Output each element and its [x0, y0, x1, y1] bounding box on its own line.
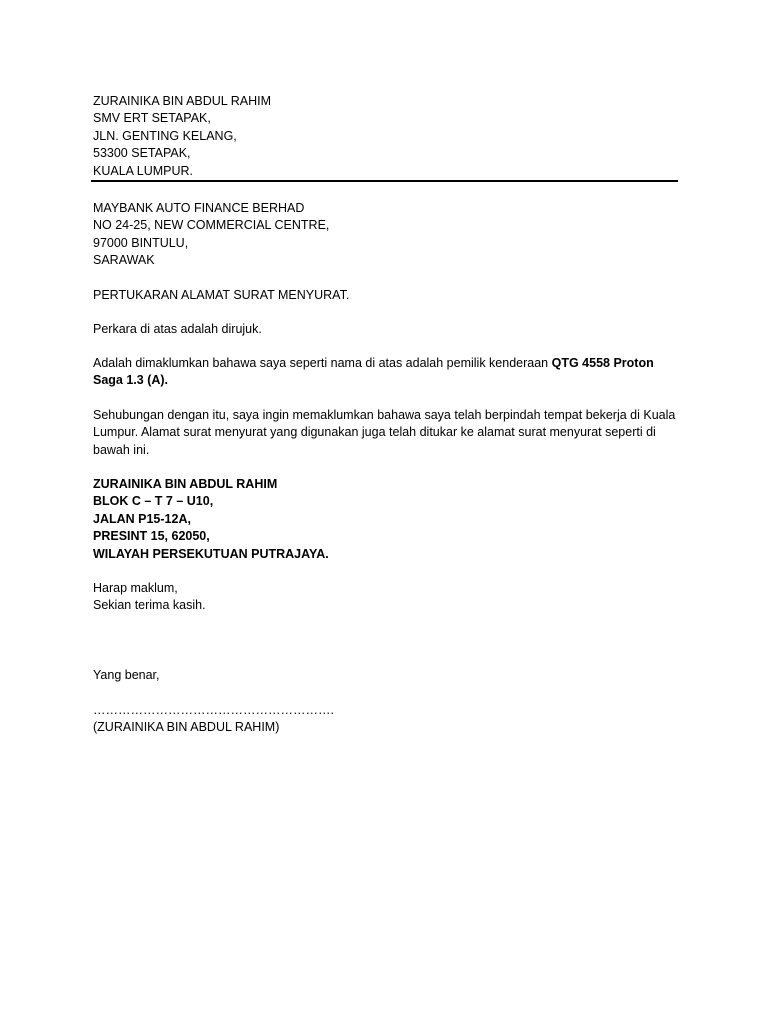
paragraph-relocation — [93, 407, 683, 459]
sender-address — [93, 93, 683, 180]
paragraph-text: Sehubungan dengan itu, saya ingin memaklumkan bahawa saya telah berpindah tempat bekerja di Kuala Lumpur. Alamat surat menyurat yang digunakan juga telah ditukar ke alamat surat menyurat seperti di bawah ini. — [93, 408, 676, 457]
subject-text: PERTUKARAN ALAMAT SURAT MENYURAT. — [93, 288, 350, 302]
new-address-line: WILAYAH PERSEKUTUAN PUTRAJAYA. — [93, 546, 329, 561]
closing-line: Harap maklum, — [93, 581, 178, 595]
signature-block — [93, 702, 683, 737]
new-address-name: ZURAINIKA BIN ABDUL RAHIM — [93, 477, 278, 491]
letter-subject — [93, 287, 683, 304]
signature-name: (ZURAINIKA BIN ABDUL RAHIM) — [93, 720, 280, 735]
reference-text: Perkara di atas adalah dirujuk. — [93, 322, 262, 336]
new-address — [93, 476, 683, 563]
new-address-line: PRESINT 15, 62050, — [93, 529, 210, 544]
reference-line — [93, 321, 683, 338]
sender-name: ZURAINIKA BIN ABDUL RAHIM — [93, 94, 272, 108]
recipient-name: MAYBANK AUTO FINANCE BERHAD — [93, 201, 305, 215]
recipient-address-line: 97000 BINTULU, — [93, 235, 189, 250]
sender-address-line: KUALA LUMPUR. — [93, 163, 194, 178]
sender-address-line: JLN. GENTING KELANG, — [93, 128, 237, 143]
sender-address-line: 53300 SETAPAK, — [93, 146, 191, 161]
closing-remarks — [93, 580, 683, 615]
signoff — [93, 667, 683, 684]
paragraph-vehicle-owner — [93, 355, 683, 390]
closing-line: Sekian terima kasih. — [93, 598, 206, 613]
recipient-address-line: NO 24-25, NEW COMMERCIAL CENTRE, — [93, 218, 330, 233]
signoff-text: Yang benar, — [93, 668, 160, 682]
header-divider — [91, 180, 678, 182]
signature-line: …………………………………………………. — [93, 703, 334, 717]
recipient-address — [93, 200, 683, 270]
vehicle-detail: QTG 4558 Proton Saga 1.3 (A). — [93, 356, 654, 388]
new-address-line: BLOK C – T 7 – U10, — [93, 494, 214, 509]
paragraph-text: Adalah dimaklumkan bahawa saya seperti nama di atas adalah pemilik kenderaan — [93, 356, 552, 370]
new-address-line: JALAN P15-12A, — [93, 511, 191, 526]
recipient-address-line: SARAWAK — [93, 253, 155, 268]
sender-address-line: SMV ERT SETAPAK, — [93, 111, 211, 126]
